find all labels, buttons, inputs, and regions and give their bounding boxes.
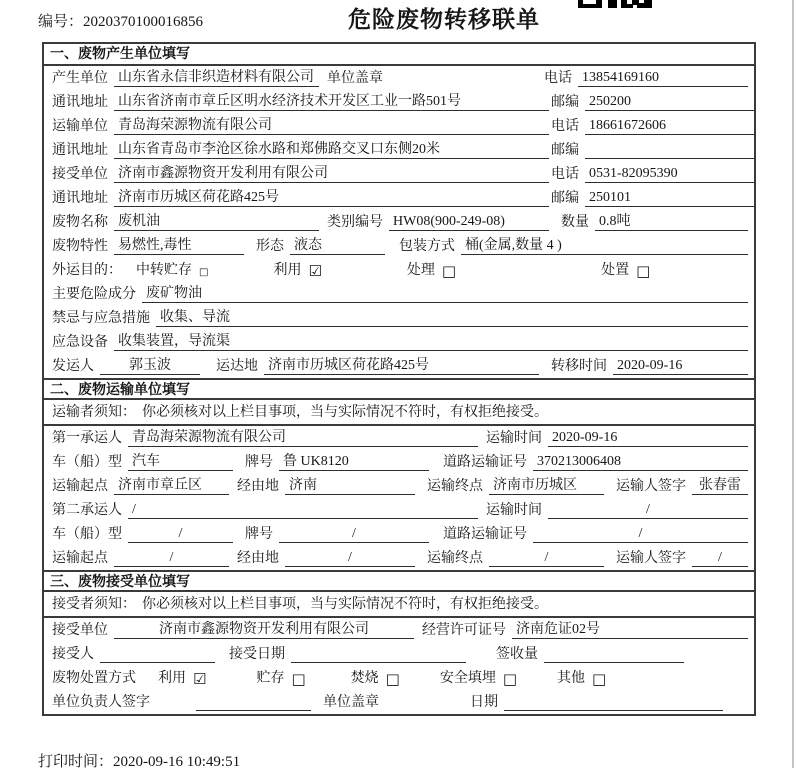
section2-header: 二、废物运输单位填写 (44, 378, 754, 400)
transporter-notice-row (44, 400, 754, 426)
purpose-option-utilize (273, 259, 321, 279)
shipper-field: 郭玉波 (100, 354, 200, 375)
disposal-option-landfill (440, 667, 517, 687)
category-label: 类别编号 (327, 215, 383, 230)
checkbox-unchecked-icon: □ (592, 670, 607, 688)
date-field (504, 710, 723, 711)
receiver-addr-label: 通讯地址 (52, 191, 108, 206)
transporter-zip-label: 邮编 (551, 143, 579, 158)
road-permit1-label: 道路运输证号 (443, 455, 527, 470)
producer-zip-field: 250200 (585, 94, 755, 111)
disposal-option-label: 利用 (158, 671, 186, 686)
checkbox-unchecked-icon: □ (441, 262, 457, 280)
plate2-field: / (279, 526, 429, 543)
taboo-measures-row (44, 306, 754, 330)
unit-seal-label: 单位盖章 (323, 695, 379, 710)
road-permit1-field: 370213006408 (533, 454, 748, 471)
manifest-form (42, 42, 756, 716)
packing-label: 包装方式 (399, 239, 455, 254)
print-time (38, 750, 240, 768)
hazard-component-row (44, 282, 754, 306)
disposal-option-label: 贮存 (256, 671, 285, 686)
form-field: 液态 (290, 234, 385, 255)
disposal-option-other (557, 667, 606, 687)
purpose-option-label: 利用 (273, 263, 302, 278)
purpose-option-transfer-storage (136, 259, 208, 279)
accept-unit-field: 济南市鑫源物资开发利用有限公司 (114, 618, 414, 639)
end2-field: / (489, 550, 604, 567)
vehicle2-label: 车（船）型 (52, 527, 122, 542)
waste-name-field: 废机油 (114, 210, 319, 231)
receiver-zip-field: 250101 (585, 190, 755, 207)
transporter-zip-field (585, 158, 755, 159)
trait-label: 废物特性 (52, 239, 108, 254)
producer-row (44, 66, 754, 90)
origin2-field: / (114, 550, 229, 567)
purpose-option-label: 处置 (601, 263, 630, 278)
producer-label: 产生单位 (52, 71, 108, 86)
form-label: 形态 (256, 239, 284, 254)
producer-addr-label: 通讯地址 (52, 95, 108, 110)
acceptor-row (44, 642, 754, 666)
received-qty-label: 签收量 (496, 647, 538, 662)
sign1-field: 张春雷 (692, 474, 748, 495)
checkbox-unchecked-icon: □ (502, 670, 518, 688)
purpose-option-label: 处理 (406, 263, 435, 278)
disposal-option-label: 其他 (557, 671, 586, 686)
accept-unit-label: 接受单位 (52, 623, 108, 638)
packing-field: 桶(金属,数量 4 ) (461, 234, 748, 255)
disposal-option-incinerate (351, 667, 400, 687)
receiver-phone-field: 0531-82095390 (585, 166, 755, 183)
producer-phone-label: 电话 (544, 71, 572, 86)
plate1-field: 鲁 UK8120 (279, 450, 429, 471)
plate2-label: 牌号 (245, 527, 273, 542)
equipment-label: 应急设备 (52, 335, 108, 350)
checkbox-unchecked-icon: □ (199, 267, 209, 278)
disposal-method-row (44, 666, 754, 690)
page-title: 危险废物转移联单 (348, 7, 540, 32)
disposal-option-utilize (158, 667, 206, 687)
end1-field: 济南市历城区 (489, 474, 604, 495)
origin1-field: 济南市章丘区 (114, 474, 229, 495)
producer-addr-field: 山东省济南市章丘区明水经济技术开发区工业一路501号 (114, 90, 549, 111)
permit-field: 济南危证02号 (512, 618, 748, 639)
second-carrier-field: / (128, 502, 478, 519)
vehicle1-field: 汽车 (128, 450, 233, 471)
responsible-sign-row (44, 690, 754, 714)
doc-number-label: 编号： (38, 14, 84, 30)
disposal-option-label: 焚烧 (350, 671, 379, 686)
print-time-value: 2020-09-16 10:49:51 (113, 754, 241, 768)
vehicle2-row (44, 522, 754, 546)
first-carrier-field: 青岛海荣源物流有限公司 (128, 426, 478, 447)
waste-name-label: 废物名称 (52, 215, 108, 230)
destination-label: 运达地 (216, 359, 258, 374)
purpose-option-dispose (601, 259, 650, 279)
road-permit2-field: / (533, 526, 748, 543)
producer-phone-field: 13854169160 (578, 70, 748, 87)
shipper-label: 发运人 (52, 359, 94, 374)
route2-row (44, 546, 754, 570)
sign1-label: 运输人签字 (616, 479, 686, 494)
accept-date-label: 接受日期 (229, 647, 285, 662)
purpose-option-label: 中转贮存 (136, 263, 192, 278)
waste-name-row (44, 210, 754, 234)
transport-time2-field: / (548, 502, 748, 519)
transporter-notice-label: 运输者须知： (52, 405, 136, 420)
transfer-time-field: 2020-09-16 (613, 358, 748, 375)
producer-field: 山东省永信非织造材料有限公司 (114, 66, 319, 87)
disposal-option-label: 安全填埋 (439, 671, 496, 686)
acceptor-label: 接受人 (52, 647, 94, 662)
via1-field: 济南 (285, 474, 415, 495)
via2-label: 经由地 (237, 551, 279, 566)
transporter-addr-label: 通讯地址 (52, 143, 108, 158)
end2-label: 运输终点 (427, 551, 483, 566)
doc-number-value: 2020370100016856 (83, 14, 204, 30)
receiver-label: 接受单位 (52, 167, 108, 182)
category-field: HW08(900-249-08) (389, 214, 549, 231)
vehicle2-field: / (128, 526, 233, 543)
transporter-label: 运输单位 (52, 119, 108, 134)
receiver-notice-text: 你必须核对以上栏目事项，当与实际情况不符时，有权拒绝接受。 (142, 597, 548, 612)
origin1-label: 运输起点 (52, 479, 108, 494)
checkbox-checked-icon: ☑ (193, 670, 207, 688)
acceptor-field (100, 662, 215, 663)
equipment-field: 收集装置，导流渠 (114, 330, 748, 351)
origin2-label: 运输起点 (52, 551, 108, 566)
doc-number (38, 10, 203, 31)
first-carrier-label: 第一承运人 (52, 431, 122, 446)
transport-time1-label: 运输时间 (486, 431, 542, 446)
receiver-notice-label: 接受者须知： (52, 597, 136, 612)
print-time-label: 打印时间： (38, 754, 114, 768)
receiver-row (44, 162, 754, 186)
qr-code-fragment-icon (578, 0, 652, 9)
transporter-notice-text: 你必须核对以上栏目事项，当与实际情况不符时，有权拒绝接受。 (142, 405, 548, 420)
purpose-option-treat (407, 259, 456, 279)
permit-label: 经营许可证号 (422, 623, 506, 638)
sign2-field: / (692, 550, 748, 567)
vehicle1-label: 车（船）型 (52, 455, 122, 470)
trait-field: 易燃性,毒性 (114, 234, 244, 255)
second-carrier-row (44, 498, 754, 522)
accept-unit-row (44, 618, 754, 642)
producer-address-row (44, 90, 754, 114)
shipper-row (44, 354, 754, 378)
receiver-addr-field: 济南市历城区荷花路425号 (114, 186, 549, 207)
outbound-purpose-row (44, 258, 754, 282)
checkbox-unchecked-icon: □ (385, 670, 400, 688)
second-carrier-label: 第二承运人 (52, 503, 122, 518)
transporter-addr-field: 山东省青岛市李沧区徐水路和郑佛路交叉口东侧20米 (114, 138, 549, 159)
transporter-field: 青岛海荣源物流有限公司 (114, 114, 549, 135)
route1-row (44, 474, 754, 498)
waste-trait-row (44, 234, 754, 258)
receiver-address-row (44, 186, 754, 210)
taboo-label: 禁忌与应急措施 (52, 311, 150, 326)
hazard-field: 废矿物油 (142, 282, 748, 303)
head-sign-field (196, 710, 311, 711)
destination-field: 济南市历城区荷花路425号 (264, 354, 539, 375)
received-qty-field (544, 662, 684, 663)
disposal-option-storage (256, 667, 305, 687)
transporter-row (44, 114, 754, 138)
transporter-phone-label: 电话 (551, 119, 579, 134)
producer-zip-label: 邮编 (551, 95, 579, 110)
head-sign-label: 单位负责人签字 (52, 695, 150, 710)
transfer-time-label: 转移时间 (551, 359, 607, 374)
receiver-field: 济南市鑫源物资开发利用有限公司 (114, 162, 549, 183)
via1-label: 经由地 (237, 479, 279, 494)
accept-date-field (291, 662, 466, 663)
date-label: 日期 (470, 695, 498, 710)
sign2-label: 运输人签字 (616, 551, 686, 566)
first-carrier-row (44, 426, 754, 450)
purpose-label: 外运目的： (52, 263, 122, 278)
plate1-label: 牌号 (245, 455, 273, 470)
quantity-label: 数量 (561, 215, 589, 230)
unit-seal-label: 单位盖章 (327, 71, 383, 86)
transporter-phone-field: 18661672606 (585, 118, 755, 135)
transporter-address-row (44, 138, 754, 162)
end1-label: 运输终点 (427, 479, 483, 494)
section1-header: 一、废物产生单位填写 (44, 44, 754, 66)
section3-header: 三、废物接受单位填写 (44, 570, 754, 592)
checkbox-unchecked-icon: □ (636, 262, 651, 280)
receiver-notice-row (44, 592, 754, 618)
hazard-label: 主要危险成分 (52, 287, 136, 302)
road-permit2-label: 道路运输证号 (443, 527, 527, 542)
receiver-zip-label: 邮编 (551, 191, 579, 206)
transport-time2-label: 运输时间 (486, 503, 542, 518)
receiver-phone-label: 电话 (551, 167, 579, 182)
emergency-equipment-row (44, 330, 754, 354)
disposal-label: 废物处置方式 (52, 671, 136, 686)
page-right-edge-line (792, 0, 794, 768)
transport-time1-field: 2020-09-16 (548, 430, 748, 447)
vehicle1-row (44, 450, 754, 474)
quantity-field: 0.8吨 (595, 210, 748, 231)
checkbox-checked-icon: ☑ (308, 262, 322, 280)
taboo-field: 收集、导流 (156, 306, 748, 327)
via2-field: / (285, 550, 415, 567)
checkbox-unchecked-icon: □ (291, 670, 306, 688)
